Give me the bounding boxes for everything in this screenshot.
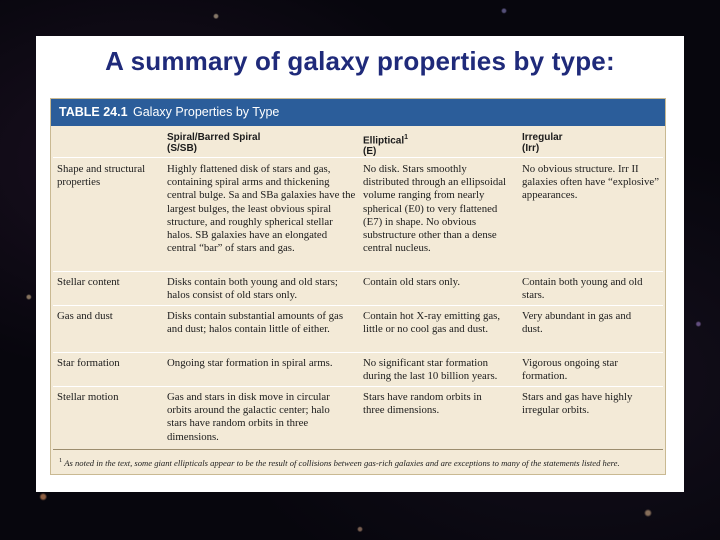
- row-label-gas-dust: Gas and dust: [57, 310, 113, 322]
- cell-gas-spiral: Disks contain substantial amounts of gas and dust; halos contain little of either.: [167, 310, 344, 336]
- cell-motion-spiral: Gas and stars in disk move in circular orbits around the galactic center; halo stars have random orbits in three dimensions.: [167, 391, 330, 443]
- slide: [36, 36, 684, 492]
- cell-gas-elliptical: Contain hot X-ray emitting gas, little or no cool gas and dust.: [363, 310, 501, 336]
- column-name: Elliptical: [363, 135, 405, 147]
- galaxy-properties-table: [50, 98, 666, 475]
- row-divider: [53, 386, 663, 387]
- footnote-number: 1: [59, 457, 63, 464]
- row-divider: [53, 157, 663, 158]
- cell-content-spiral: Disks contain both young and old stars; halos consist of old stars only.: [167, 276, 338, 302]
- row-label-stellar-content: Stellar content: [57, 276, 120, 288]
- column-abbr: (Irr): [522, 143, 540, 154]
- footnote-marker: 1: [404, 134, 409, 141]
- column-abbr: (E): [363, 146, 377, 158]
- footnote-text: As noted in the text, some giant ellipticals appear to be the result of collisions between gas-rich galaxies and are exceptions to many of the statements listed here.: [64, 457, 620, 468]
- cell-motion-irregular: Stars and gas have highly irregular orbits.: [522, 391, 633, 417]
- column-header-irregular: [522, 132, 563, 154]
- row-label-star-formation: Star formation: [57, 357, 120, 369]
- row-label-stellar-motion: Stellar motion: [57, 391, 119, 403]
- column-name: Irregular: [522, 132, 563, 143]
- column-header-spiral: [167, 132, 260, 154]
- cell-gas-irregular: Very abundant in gas and dust.: [522, 310, 632, 336]
- column-abbr: (S/SB): [167, 143, 197, 154]
- column-header-elliptical: [363, 132, 408, 157]
- cell-content-elliptical: Contain old stars only.: [363, 276, 461, 288]
- table-title: Galaxy Properties by Type: [133, 105, 280, 119]
- table-footnote: [59, 455, 659, 469]
- row-label-shape: Shape and structural properties: [57, 163, 146, 189]
- table-number: TABLE 24.1: [59, 105, 128, 119]
- cell-content-irregular: Contain both young and old stars.: [522, 276, 643, 302]
- table-header-bar: [51, 99, 665, 126]
- cell-shape-elliptical: No disk. Stars smoothly distributed through an ellipsoidal volume ranging from nearly spherical (E0) to very flattened (E7) in shape. No obvious substructure other than a dense central nucleus.: [363, 163, 507, 255]
- row-divider: [53, 352, 663, 353]
- slide-title: A summary of galaxy properties by type:: [105, 46, 615, 76]
- cell-formation-irregular: Vigorous ongoing star formation.: [522, 357, 618, 383]
- row-divider: [53, 305, 663, 306]
- cell-motion-elliptical: Stars have random orbits in three dimensions.: [363, 391, 482, 417]
- cell-shape-spiral: Highly flattened disk of stars and gas, containing spiral arms and thickening central bulge. Sa and SBa galaxies have the largest bulges, the least obvious spiral structure, and roughly spherical stellar halos. SB galaxies have an elongated central “bar” of stars and gas.: [167, 163, 356, 255]
- cell-formation-spiral: Ongoing star formation in spiral arms.: [167, 357, 333, 369]
- cell-formation-elliptical: No significant star formation during the last 10 billion years.: [363, 357, 498, 383]
- footnote-divider: [53, 449, 663, 450]
- cell-shape-irregular: No obvious structure. Irr II galaxies often have “explosive” appearances.: [522, 163, 660, 202]
- row-divider: [53, 271, 663, 272]
- column-name: Spiral/Barred Spiral: [167, 132, 261, 143]
